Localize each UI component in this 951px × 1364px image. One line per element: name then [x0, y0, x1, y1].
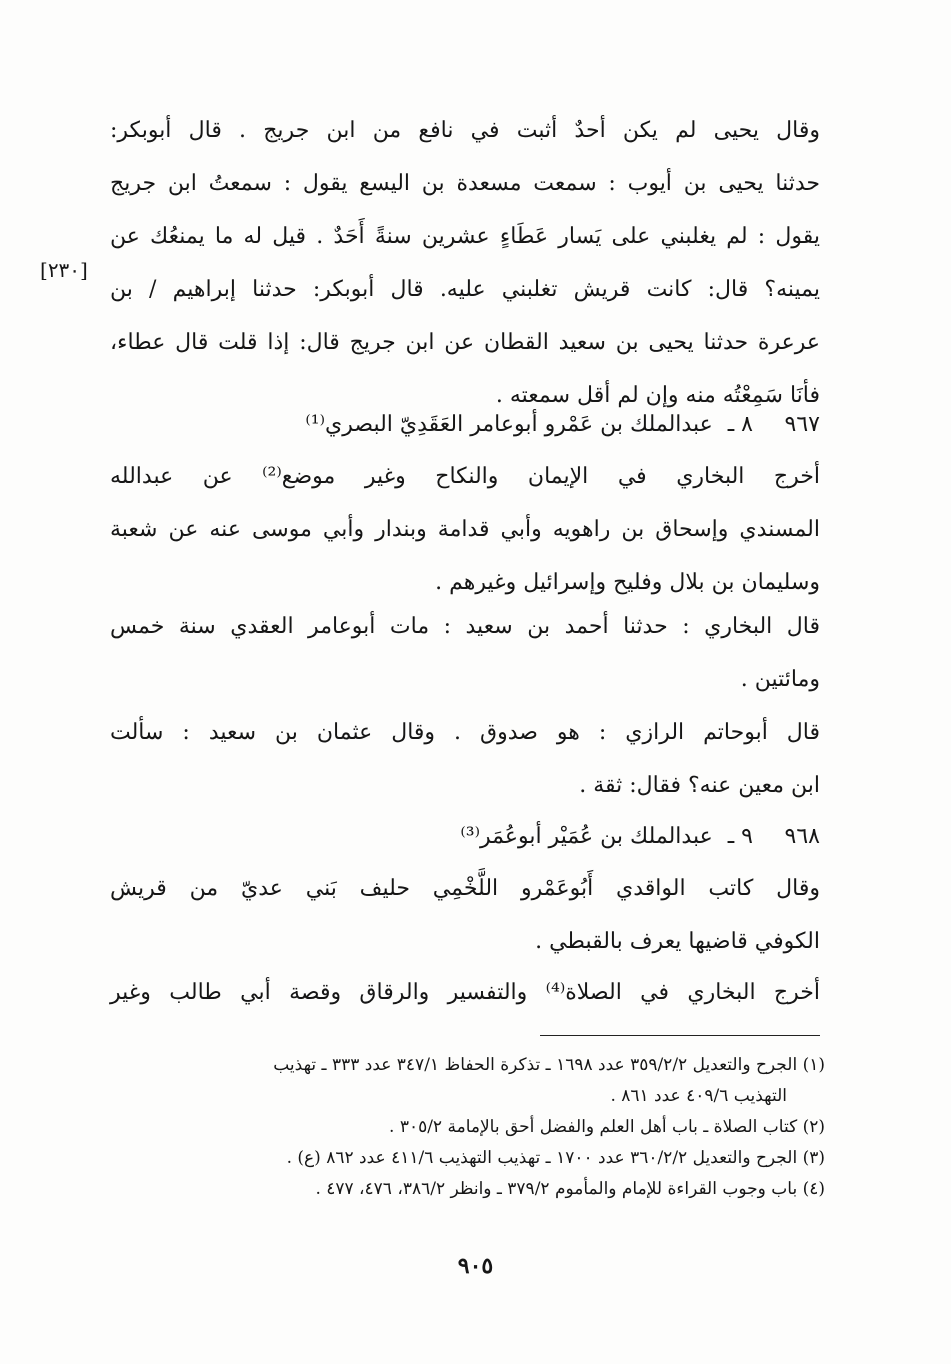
footnote-separator [540, 1035, 820, 1036]
entry-number: ٩٦٧ [784, 412, 820, 437]
footnotes [110, 1050, 825, 1205]
text-line: المسندي وإسحاق بن راهويه وأبي قدامة وبندار وأبي موسى عنه عن شعبة [110, 517, 820, 542]
text-line: ابن معين عنه؟ فقال: ثقة . [579, 773, 820, 798]
entry-heading-968 [110, 812, 820, 862]
text-line: قال البخاري : حدثنا أحمد بن سعيد : مات أبوعامر العقدي سنة خمس [110, 614, 820, 639]
paragraph-bukhari-967 [110, 450, 820, 609]
text-line: فأنَا سَمِعْتُه منه وإن لم أقل سمعته . [495, 383, 820, 408]
entry-index: ٨ ـ [727, 412, 753, 437]
paragraph-death-date [110, 600, 820, 706]
paragraph-abu-hatim [110, 706, 820, 812]
footnote-4: (٤) باب وجوب القراءة للإمام والمأموم ٣٧٩/٢ ـ وانظر ٣٨٦/٢، ٤٧٦، ٤٧٧ . [315, 1179, 825, 1199]
page-number: ٩٠٥ [457, 1253, 494, 1279]
entry-name: عبدالملك بن عُمَيْر أبوعُمَر⁽³⁾ [460, 824, 713, 849]
text-line: أخرج البخاري في الإيمان والنكاح وغير موضع⁽²⁾ عن عبدالله [110, 464, 820, 489]
entry-index: ٩ ـ [727, 824, 753, 849]
paragraph-bukhari-968 [110, 966, 820, 1019]
text-line: حدثنا يحيى بن أيوب : سمعت مسعدة بن اليسع يقول : سمعتُ ابن جريج [110, 171, 820, 196]
footnote-3: (٣) الجرح والتعديل ٣٦٠/٢/٢ عدد ١٧٠٠ ـ تهذيب التهذيب ٤١١/٦ عدد ٨٦٢ (ع) . [286, 1148, 825, 1168]
text-line: ومائتين . [740, 667, 820, 692]
paragraph-ibn-jurayj [110, 104, 820, 422]
text-line: الكوفي قاضيها يعرف بالقبطي . [535, 929, 820, 954]
footnote-2: (٢) كتاب الصلاة ـ باب أهل العلم والفضل أحق بالإمامة ٣٠٥/٢ . [389, 1117, 825, 1137]
text-line: يقول : لم يغلبني على يَسار عَطَاءٍ عشرين سنةً أَحَدٌ . قيل له ما يمنعُك عن [110, 224, 820, 249]
text-line: وقال كاتب الواقدي أَبُوعَمْرو اللَّخْمِي حليف بَني عديّ من قريش [110, 876, 820, 901]
text-line: عرعرة حدثنا يحيى بن سعيد القطان عن ابن جريج قال: إذا قلت قال عطاء، [110, 330, 820, 355]
footnote-1: (١) الجرح والتعديل ٣٥٩/٢/٢ عدد ١٦٩٨ ـ تذكرة الحفاظ ٣٤٧/١ عدد ٣٣٣ ـ تهذيب [273, 1055, 825, 1075]
text-line: وقال يحيى لم يكن أحدٌ أثبت في نافع من ابن جريج . قال أبوبكر: [110, 118, 820, 143]
text-line: قال أبوحاتم الرازي : هو صدوق . وقال عثمان بن سعيد : سألت [110, 720, 820, 745]
text-line: يمينه؟ قال: كانت قريش تغلبني عليه. قال أبوبكر: حدثنا إبراهيم / بن [110, 277, 820, 302]
entry-heading-967 [110, 400, 820, 450]
margin-page-reference: [٢٣٠] [40, 258, 88, 282]
footnote-1-continued: التهذيب ٤٠٩/٦ عدد ٨٦١ . [610, 1086, 787, 1106]
entry-name: عبدالملك بن عَمْرو أبوعامر العَقَدِيّ البصري⁽¹⁾ [305, 412, 713, 437]
text-line: وسليمان بن بلال وفليح وإسرائيل وغيرهم . [435, 570, 820, 595]
text-line: أخرج البخاري في الصلاة⁽⁴⁾ والتفسير والرقاق وقصة أبي طالب وغير [110, 980, 820, 1005]
paragraph-waqidi [110, 862, 820, 968]
entry-number: ٩٦٨ [784, 824, 820, 849]
